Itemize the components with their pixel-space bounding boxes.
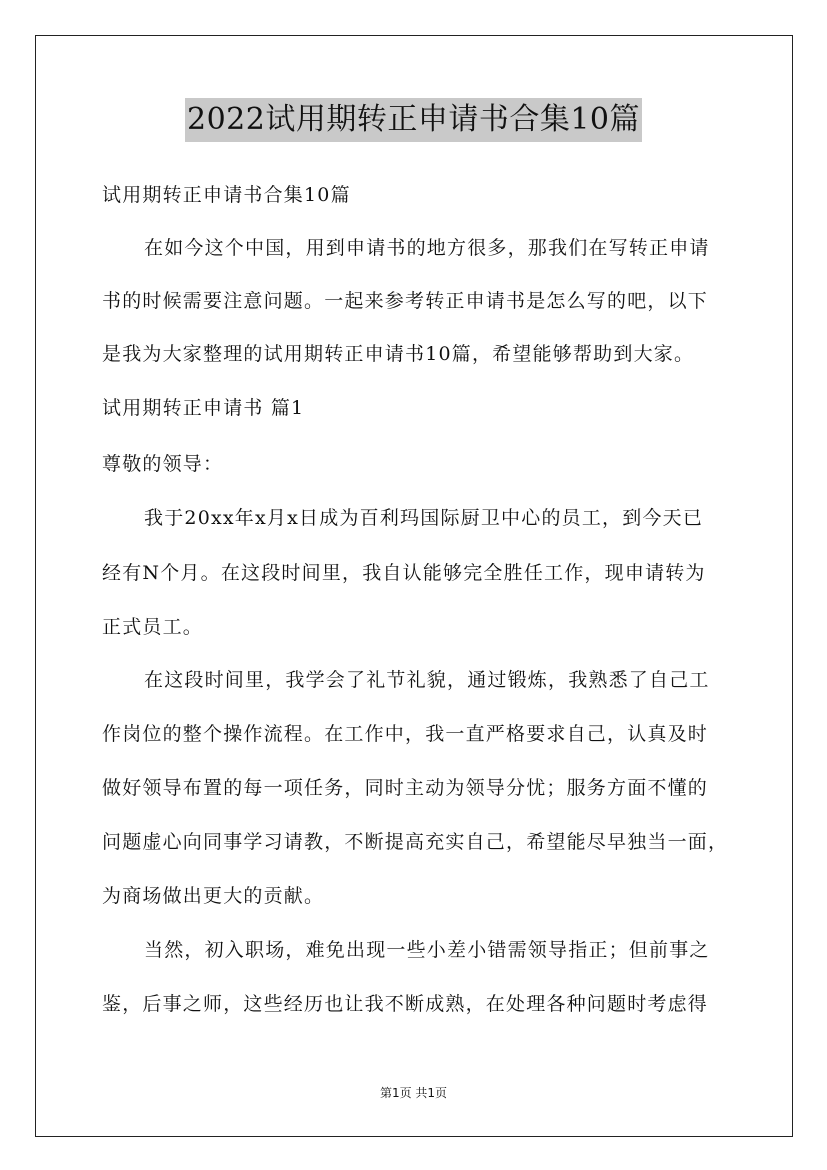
body-line: 做好领导布置的每一项任务，同时主动为领导分忧；服务方面不懂的: [102, 777, 709, 799]
document-title: 2022试用期转正申请书合集10篇: [185, 98, 642, 142]
body-line: 经有N个月。在这段时间里，我自认能够完全胜任工作，现申请转为: [102, 562, 706, 584]
body-line: 鉴，后事之师，这些经历也让我不断成熟，在处理各种问题时考虑得: [102, 993, 709, 1015]
body-line: 是我为大家整理的试用期转正申请书10篇，希望能够帮助到大家。: [102, 343, 695, 365]
body-line: 问题虚心向同事学习请教，不断提高充实自己，希望能尽早独当一面，: [102, 831, 729, 853]
body-line: 书的时候需要注意问题。一起来参考转正申请书是怎么写的吧，以下: [102, 290, 709, 312]
body-line: 正式员工。: [102, 616, 204, 638]
body-line: 为商场做出更大的贡献。: [102, 885, 325, 907]
subtitle-line: 试用期转正申请书合集10篇: [102, 184, 351, 206]
body-line: 作岗位的整个操作流程。在工作中，我一直严格要求自己，认真及时: [102, 723, 709, 745]
body-line: 在如今这个中国，用到申请书的地方很多，那我们在写转正申请: [144, 237, 710, 259]
salutation: 尊敬的领导：: [102, 453, 224, 475]
page-footer: 第1页 共1页: [379, 1086, 448, 1100]
title-wrap: [0, 98, 827, 142]
body-line: 我于20xx年x月x日成为百利玛国际厨卫中心的员工，到今天已: [144, 507, 704, 529]
body-line: 当然，初入职场，难免出现一些小差小错需领导指正；但前事之: [144, 939, 710, 961]
body-line: 在这段时间里，我学会了礼节礼貌，通过锻炼，我熟悉了自己工: [144, 669, 710, 691]
section-heading: 试用期转正申请书 篇1: [102, 397, 305, 419]
